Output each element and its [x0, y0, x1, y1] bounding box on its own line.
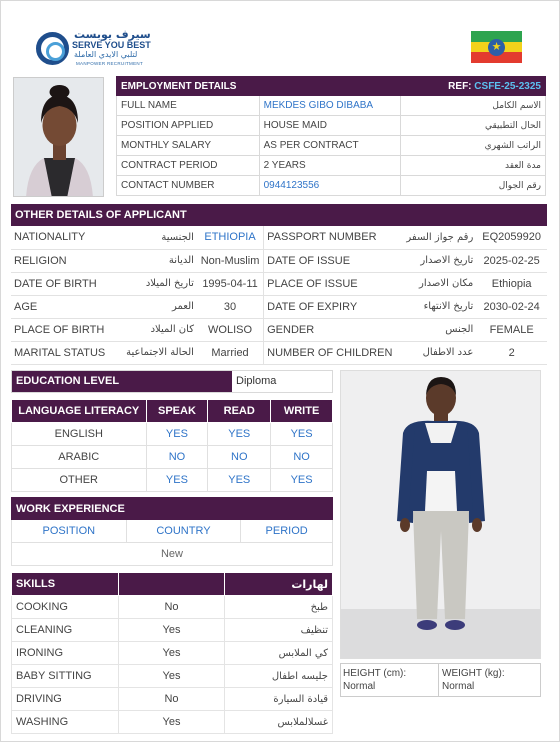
marital-status-value: Married: [197, 341, 264, 364]
religion-label: RELIGION: [11, 249, 108, 272]
skill-arabic: غسلالملابس: [225, 711, 333, 734]
logo-tagline: MANPOWER RECRUITMENT: [76, 61, 143, 66]
position-applied-arabic: الحال التطبيقي: [401, 116, 546, 136]
education-level-value: Diploma: [236, 375, 277, 387]
date-of-expiry-label: DATE OF EXPIRY: [264, 295, 396, 318]
table-row: [11, 295, 547, 318]
contract-period-arabic: مدة العقد: [401, 156, 546, 176]
work-experience-heading: WORK EXPERIENCE: [12, 498, 333, 520]
company-logo: [36, 28, 151, 70]
logo-english-text: SERVE YOU BEST: [72, 40, 151, 50]
other-details-table: [11, 226, 547, 365]
work-experience-status: New: [12, 543, 333, 566]
date-of-issue-value: 2025-02-25: [476, 249, 547, 272]
height-cell: [341, 664, 439, 696]
place-of-issue-label: PLACE OF ISSUE: [264, 272, 396, 295]
speak-value: YES: [146, 423, 208, 446]
language-name: OTHER: [12, 469, 147, 492]
weight-cell: [440, 664, 540, 696]
reference-number: [401, 77, 546, 96]
skill-value: Yes: [118, 619, 225, 642]
table-row: [12, 520, 333, 543]
table-row: [11, 341, 547, 364]
table-row: [12, 596, 333, 619]
table-row: [12, 423, 333, 446]
place-of-issue-value: Ethiopia: [476, 272, 547, 295]
date-of-birth-arabic: تاريخ الميلاد: [108, 272, 197, 295]
table-row: [11, 272, 547, 295]
education-level-label: EDUCATION LEVEL: [12, 371, 232, 392]
write-value: YES: [271, 423, 333, 446]
date-of-issue-arabic: تاريخ الاصدار: [395, 249, 476, 272]
marital-status-arabic: الحالة الاجتماعية: [108, 341, 197, 364]
contract-period-value: 2 YEARS: [259, 156, 401, 176]
read-value: YES: [208, 469, 271, 492]
reference-value: CSFE-25-2325: [474, 80, 541, 92]
flag-star-icon: ★: [488, 39, 505, 56]
gender-arabic: الجنس: [395, 318, 476, 341]
read-value: NO: [208, 446, 271, 469]
weight-label: WEIGHT (kg):: [442, 668, 505, 679]
date-of-birth-value: 1995-04-11: [197, 272, 264, 295]
applicant-full-body-photo: [340, 370, 541, 659]
nationality-label: NATIONALITY: [11, 226, 108, 249]
monthly-salary-label: MONTHLY SALARY: [117, 136, 260, 156]
position-applied-label: POSITION APPLIED: [117, 116, 260, 136]
table-row: [12, 543, 333, 566]
skill-name: DRIVING: [12, 688, 119, 711]
skill-arabic: جليسه اطفال: [225, 665, 333, 688]
language-literacy-table: [11, 399, 333, 492]
place-of-birth-value: WOLISO: [197, 318, 264, 341]
age-value: 30: [197, 295, 264, 318]
skills-heading: SKILLS: [12, 573, 119, 596]
full-name-arabic: الاسم الكامل: [401, 96, 546, 116]
marital-status-label: MARITAL STATUS: [11, 341, 108, 364]
nationality-arabic: الجنسية: [108, 226, 197, 249]
table-row: [12, 446, 333, 469]
page-header: [0, 0, 560, 74]
skill-arabic: طبخ: [225, 596, 333, 619]
contract-period-label: CONTRACT PERIOD: [117, 156, 260, 176]
contact-number-value: 0944123556: [259, 176, 401, 196]
age-arabic: العمر: [108, 295, 197, 318]
table-row: [117, 136, 546, 156]
contact-number-label: CONTACT NUMBER: [117, 176, 260, 196]
other-details-heading: OTHER DETAILS OF APPLICANT: [11, 204, 547, 226]
height-label: HEIGHT (cm):: [343, 668, 407, 679]
write-value: YES: [271, 469, 333, 492]
table-row: [12, 642, 333, 665]
applicant-portrait-photo: [13, 77, 104, 197]
full-name-label: FULL NAME: [117, 96, 260, 116]
language-name: ARABIC: [12, 446, 147, 469]
work-experience-table: [11, 497, 333, 566]
table-row: [12, 619, 333, 642]
religion-value: Non-Muslim: [197, 249, 264, 272]
gender-label: GENDER: [264, 318, 396, 341]
period-column-header: PERIOD: [241, 520, 333, 543]
position-column-header: POSITION: [12, 520, 127, 543]
passport-number-arabic: رقم جواز السفر: [395, 226, 476, 249]
date-of-expiry-value: 2030-02-24: [476, 295, 547, 318]
education-level-row: [11, 370, 333, 393]
monthly-salary-value: AS PER CONTRACT: [259, 136, 401, 156]
employment-details-table: [116, 76, 546, 196]
skill-name: BABY SITTING: [12, 665, 119, 688]
write-heading: WRITE: [271, 400, 333, 423]
table-row: [12, 688, 333, 711]
table-row: [117, 116, 546, 136]
skill-name: COOKING: [12, 596, 119, 619]
table-row: [117, 156, 546, 176]
skill-value: No: [118, 688, 225, 711]
gender-value: FEMALE: [476, 318, 547, 341]
speak-heading: SPEAK: [146, 400, 208, 423]
speak-value: YES: [146, 469, 208, 492]
table-row: [11, 226, 547, 249]
table-row: [117, 176, 546, 196]
height-value: Normal: [343, 681, 376, 692]
ethiopia-flag-icon: [471, 31, 522, 63]
speak-value: NO: [146, 446, 208, 469]
place-of-birth-arabic: كان الميلاد: [108, 318, 197, 341]
date-of-expiry-arabic: تاريخ الانتهاء: [395, 295, 476, 318]
skill-value: Yes: [118, 665, 225, 688]
read-value: YES: [208, 423, 271, 446]
table-row: [12, 711, 333, 734]
full-name-value: MEKDES GIBO DIBABA: [259, 96, 401, 116]
number-of-children-arabic: عدد الاطفال: [395, 341, 476, 364]
weight-value: Normal: [442, 681, 475, 692]
skills-heading-spacer: [118, 573, 225, 596]
table-row: [11, 249, 547, 272]
read-heading: READ: [208, 400, 271, 423]
place-of-issue-arabic: مكان الاصدار: [395, 272, 476, 295]
table-row: [12, 469, 333, 492]
employment-details-heading: EMPLOYMENT DETAILS: [117, 77, 401, 96]
skill-value: No: [118, 596, 225, 619]
date-of-issue-label: DATE OF ISSUE: [264, 249, 396, 272]
table-row: [12, 665, 333, 688]
skill-value: Yes: [118, 642, 225, 665]
religion-arabic: الديانة: [108, 249, 197, 272]
skill-arabic: تنظيف: [225, 619, 333, 642]
number-of-children-value: 2: [476, 341, 547, 364]
logo-arabic-subtext: لتلبي الايدي العاملة: [74, 50, 138, 59]
monthly-salary-arabic: الراتب الشهري: [401, 136, 546, 156]
date-of-birth-label: DATE OF BIRTH: [11, 272, 108, 295]
passport-number-label: PASSPORT NUMBER: [264, 226, 396, 249]
skills-table: [11, 572, 333, 734]
logo-emblem-icon: [36, 32, 69, 65]
table-row: [11, 318, 547, 341]
reference-label: REF:: [448, 80, 472, 92]
nationality-value: ETHIOPIA: [197, 226, 264, 249]
skill-name: IRONING: [12, 642, 119, 665]
number-of-children-label: NUMBER OF CHILDREN: [264, 341, 396, 364]
age-label: AGE: [11, 295, 108, 318]
language-literacy-heading: LANGUAGE LITERACY: [12, 400, 147, 423]
skill-value: Yes: [118, 711, 225, 734]
position-applied-value: HOUSE MAID: [259, 116, 401, 136]
skill-arabic: كي الملابس: [225, 642, 333, 665]
skill-arabic: قيادة السيارة: [225, 688, 333, 711]
contact-number-arabic: رقم الجوال: [401, 176, 546, 196]
language-name: ENGLISH: [12, 423, 147, 446]
skills-heading-arabic: لهارات: [225, 573, 333, 596]
place-of-birth-label: PLACE OF BIRTH: [11, 318, 108, 341]
table-row: [117, 96, 546, 116]
height-weight-table: [340, 663, 541, 697]
country-column-header: COUNTRY: [126, 520, 241, 543]
write-value: NO: [271, 446, 333, 469]
skill-name: WASHING: [12, 711, 119, 734]
passport-number-value: EQ2059920: [476, 226, 547, 249]
skill-name: CLEANING: [12, 619, 119, 642]
logo-arabic-text: سيرف يوبست: [74, 28, 151, 41]
